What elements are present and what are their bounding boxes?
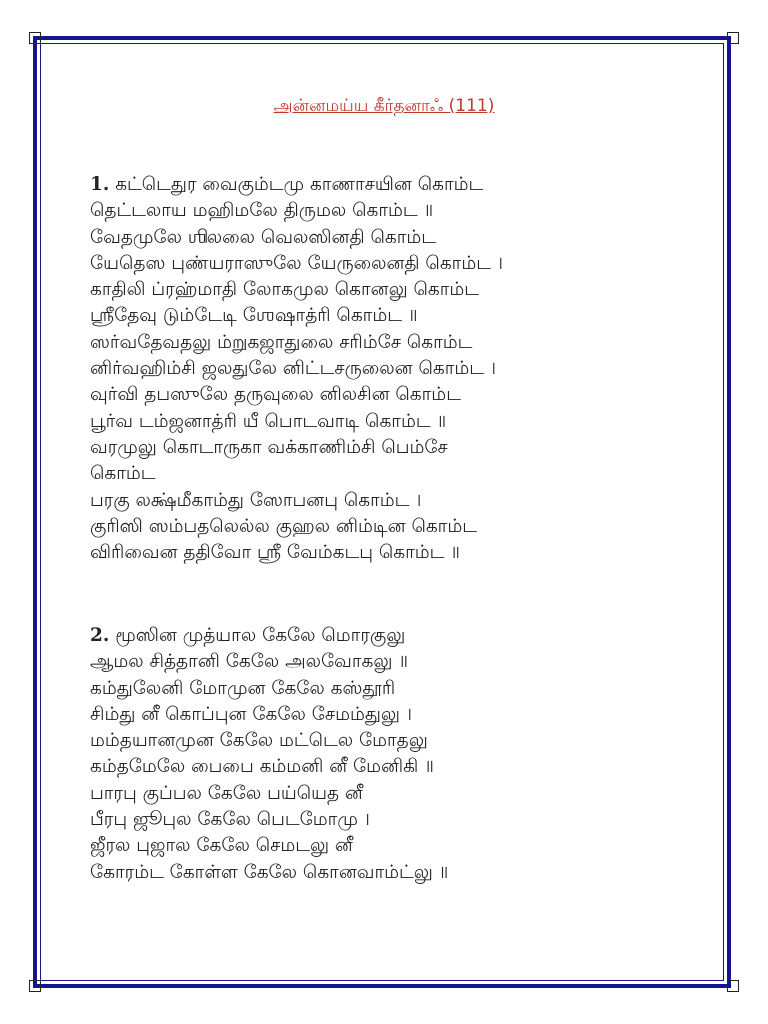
verse-line [90, 303, 690, 329]
verse-line [90, 676, 690, 702]
corner-ornament-bottom-right [727, 980, 739, 992]
verse-line-text: கம்தமேலே பைபை கம்மனி னீ மேனிகி ॥ [90, 756, 434, 778]
verse-line-text: குரிஸி ஸம்பதலெல்ல குஹல னிம்டின கொம்ட [90, 515, 477, 537]
verse-line-text: ஶ்ரீதேவு டும்டேடி ஶேஷாத்ரி கொம்ட ॥ [90, 305, 418, 327]
verse-line [90, 409, 690, 435]
verse-line-text: பரகு லக்ஷ்மீகாம்து ஸோபனபு கொம்ட । [90, 489, 422, 511]
verse-line-text: கட்டெதுர வைகும்டமு காணாசயின கொம்ட [115, 174, 484, 195]
verse-line [90, 488, 690, 514]
verse-line-text: வேதமுலே ஶிலலை வெலஸினதி கொம்ட [90, 226, 437, 248]
verse-line-text: ஜீரல புஜால கேலே செமடலு னீ [90, 835, 353, 857]
verse-line-text: கோரம்ட கோள்ள கேலே கொனவாம்ட்லு ॥ [90, 861, 449, 883]
verse-line [90, 356, 690, 382]
verse-number: 2. [90, 625, 110, 646]
verse-line [90, 330, 690, 356]
verse-2 [90, 623, 690, 886]
verse-line-text: மூஸின முத்யால கேலே மொரகுலு [115, 625, 406, 646]
verse-line [90, 435, 690, 461]
verse-line [90, 172, 690, 198]
verse-line [90, 461, 690, 487]
verse-line-text: னிர்வஹிம்சி ஜலதுலே னிட்டசருலைன கொம்ட । [90, 358, 496, 380]
verse-line [90, 754, 690, 780]
verse-line-text: காதிலி ப்ரஹ்மாதி லோகமுல கொனலு கொம்ட [90, 279, 480, 301]
verse-line-text: மம்தயானமுன கேலே மட்டெல மோதலு [90, 730, 428, 752]
verse-line-text: விரிவைன ததிவோ ஶ்ரீ வேம்கடபு கொம்ட ॥ [90, 542, 460, 564]
verse-line [90, 382, 690, 408]
corner-ornament-top-left [29, 32, 41, 44]
verse-line [90, 860, 690, 886]
corner-ornament-top-right [727, 32, 739, 44]
verse-line-text: கம்துலேனி மோமுன கேலே கஸ்தூரி [90, 677, 396, 699]
verse-line-text: யேதெஸ புண்யராஸுலே யேருலைனதி கொம்ட । [90, 252, 503, 274]
verse-line [90, 781, 690, 807]
verse-line-text: வுர்வி தபஸுலே தருவுலை னிலசின கொம்ட [90, 384, 461, 406]
verse-line-text: ஆமல சித்தானி கேலே அலவோகலு ॥ [90, 651, 408, 673]
verse-line-text: கொம்ட [90, 463, 156, 485]
verse-line [90, 251, 690, 277]
verse-line [90, 277, 690, 303]
verse-line [90, 225, 690, 251]
verse-line-text: பாரபு குப்பல கேலே பய்யெத னீ [90, 782, 363, 804]
verse-line-text: சிம்து னீ கொப்புன கேலே சேமம்துலு । [90, 703, 412, 725]
verse-line [90, 728, 690, 754]
corner-ornament-bottom-left [29, 980, 41, 992]
page-title: அன்னமய்ய கீர்தனாஃ (111) [273, 96, 495, 116]
verse-line [90, 833, 690, 859]
verse-line-text: பூர்வ டம்ஜனாத்ரி யீ பொடவாடி கொம்ட ॥ [90, 410, 447, 432]
verse-line [90, 540, 690, 566]
verse-line-text: ஸர்வதேவதலு ம்றுகஜாதுலை சரிம்சே கொம்ட [90, 331, 473, 353]
verse-line-text: தெட்டலாய மஹிமலே திருமல கொம்ட ॥ [90, 200, 434, 222]
verse-line-text: பீரபு ஜூபுல கேலே பெடமோமு । [90, 809, 370, 831]
verse-line [90, 702, 690, 728]
verse-line [90, 514, 690, 540]
verse-number: 1. [90, 174, 110, 195]
verse-line [90, 649, 690, 675]
verse-1 [90, 172, 690, 566]
verse-line [90, 198, 690, 224]
verse-line [90, 623, 690, 649]
verse-line [90, 807, 690, 833]
verse-line-text: வரமுலு கொடாருகா வக்காணிம்சி பெம்சே [90, 436, 448, 458]
